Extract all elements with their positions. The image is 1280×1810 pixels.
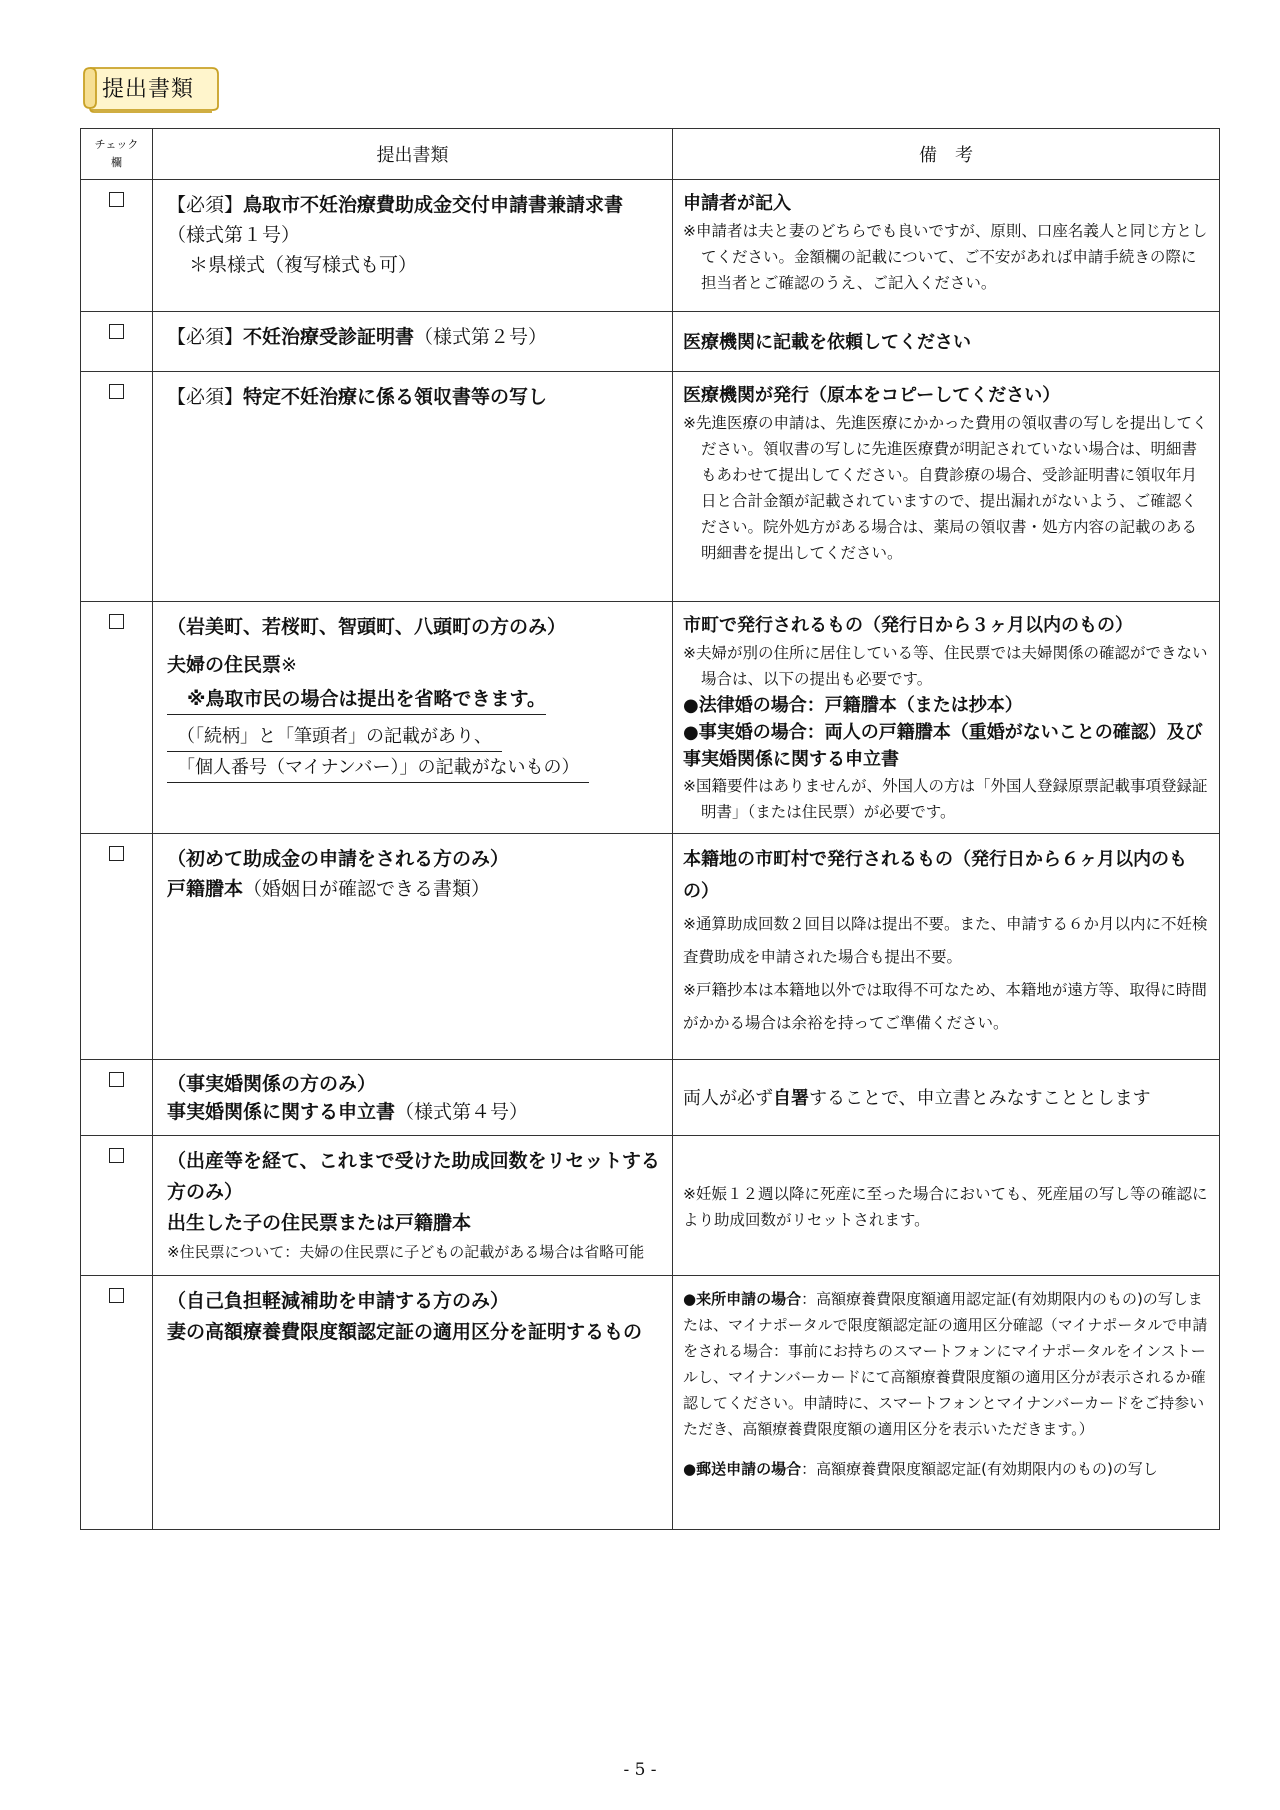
omit-note: ※鳥取市民の場合は提出を省略できます。 <box>167 684 546 715</box>
note-body: ※先進医療の申請は、先進医療にかかった費用の領収書の写しを提出してください。領収書の写しに先進医療費が明記されていない場合は、明細書もあわせて提出してください。自費診療の場合、受診証明書に領収年月日と合計金額が記載されていますので、提出漏れがないよう、ご確認ください。院外処方がある場合は、薬局の領収書・処方内容の記載のある明細書を提出してください。 <box>683 414 1208 562</box>
checkbox[interactable] <box>109 846 124 861</box>
doc-title: 妻の高額療養費限度額認定証の適用区分を証明するもの <box>167 1321 643 1343</box>
note-body-1: ※通算助成回数２回目以降は提出不要。また、申請する６か月以内に不妊検査費助成を申請された場合も提出不要。 <box>683 915 1208 966</box>
documents-table <box>80 128 1220 1530</box>
doc-sub: （婚姻日が確認できる書類） <box>243 878 491 900</box>
checkbox[interactable] <box>109 1148 124 1163</box>
note-defacto: ●事実婚の場合：両人の戸籍謄本（重婚がないことの確認）及び事実婚関係に関する申立書 <box>683 722 1203 770</box>
doc-condition-2: 「個人番号（マイナンバー）」の記載がないもの） <box>167 754 589 783</box>
note-visit: ●来所申請の場合：高額療養費限度額適用認定証(有効期限内のもの)の写しまたは、マイナポータルで限度額認定証の適用区分確認（マイナポータルで申請をされる場合：事前にお持ちのスマートフォンにマイナポータルをインストールし、マイナンバーカードにて高額療養費限度額の適用区分が表示されるか確認してください。申請時に、スマートフォンとマイナンバーカードをご持参いただき、高額療養費限度額の適用区分を表示いただきます。） <box>683 1290 1208 1438</box>
note-body: ※夫婦が別の住所に居住している等、住民票では夫婦関係の確認ができない場合は、以下の提出も必要です。 <box>683 644 1208 688</box>
checkbox[interactable] <box>109 1072 124 1087</box>
table-row <box>81 312 1220 372</box>
table-row <box>81 1276 1220 1530</box>
checkbox[interactable] <box>109 614 124 629</box>
doc-sub: （様式第２号） <box>414 326 548 348</box>
doc-condition: （出産等を経て、これまで受けた助成回数をリセットする方のみ） <box>167 1150 660 1203</box>
doc-condition-1: （「続柄」と「筆頭者」の記載があり、 <box>167 723 502 752</box>
required-tag: 【必須】 <box>167 326 244 348</box>
doc-title-mark: ※ <box>281 654 297 676</box>
header-document: 提出書類 <box>153 129 673 180</box>
required-tag: 【必須】 <box>167 386 244 408</box>
note-post: することで、申立書とみなすこととします <box>809 1088 1151 1109</box>
doc-condition: （岩美町、若桜町、智頭町、八頭町の方のみ） <box>167 616 567 638</box>
header-check: チェック 欄 <box>81 129 153 180</box>
note-head: 医療機関が発行（原本をコピーしてください） <box>683 385 1061 406</box>
table-row <box>81 180 1220 312</box>
page-number: - 5 - <box>623 1760 657 1780</box>
doc-condition: （自己負担軽減補助を申請する方のみ） <box>167 1290 510 1312</box>
checkbox[interactable] <box>109 384 124 399</box>
section-heading <box>80 62 220 114</box>
note-head: 本籍地の市町村で発行されるもの（発行日から６ヶ月以内のもの） <box>683 849 1187 902</box>
note-body-2: ※戸籍抄本は本籍地以外では取得不可なため、本籍地が遠方等、取得に時間がかかる場合は余裕を持ってご準備ください。 <box>683 981 1207 1032</box>
doc-condition: （事実婚関係の方のみ） <box>167 1073 377 1095</box>
doc-title: 事実婚関係に関する申立書 <box>167 1101 396 1123</box>
checkbox[interactable] <box>109 1288 124 1303</box>
doc-title: 夫婦の住民票 <box>167 654 282 676</box>
doc-title: 不妊治療受診証明書 <box>243 326 415 348</box>
doc-title: 戸籍謄本 <box>167 878 244 900</box>
required-tag: 【必須】 <box>167 194 244 216</box>
doc-sub2: ＊県様式（複写様式も可） <box>189 254 418 276</box>
note-mail: ●郵送申請の場合：高額療養費限度額認定証(有効期限内のもの)の写し <box>683 1460 1158 1478</box>
doc-condition: （初めて助成金の申請をされる方のみ） <box>167 848 510 870</box>
note-pre: 両人が必ず <box>683 1088 773 1109</box>
header-remarks: 備 考 <box>673 129 1220 180</box>
table-row <box>81 372 1220 602</box>
doc-title: 特定不妊治療に係る領収書等の写し <box>243 386 548 408</box>
table-row <box>81 834 1220 1060</box>
table-row <box>81 1060 1220 1136</box>
section-title: 提出書類 <box>102 77 195 102</box>
table-header-row <box>81 129 1220 180</box>
note-body: ※妊娠１２週以降に死産に至った場合においても、死産届の写し等の確認により助成回数がリセットされます。 <box>683 1184 1208 1229</box>
note-head: 市町で発行されるもの（発行日から３ヶ月以内のもの） <box>683 615 1133 636</box>
note-legal: ●法律婚の場合：戸籍謄本（または抄本） <box>683 695 1023 716</box>
note-head: 医療機関に記載を依頼してください <box>683 331 971 353</box>
note-head: 申請者が記入 <box>683 193 791 214</box>
note-foreign: ※国籍要件はありませんが、外国人の方は「外国人登録原票記載事項登録証明書」（または住民票）が必要です。 <box>683 777 1208 821</box>
note-body: ※申請者は夫と妻のどちらでも良いですが、原則、口座名義人と同じ方としてください。金額欄の記載について、ご不安があれば申請手続きの際に担当者とご確認のうえ、ご記入ください。 <box>683 222 1208 292</box>
checkbox[interactable] <box>109 324 124 339</box>
doc-title: 鳥取市不妊治療費助成金交付申請書兼請求書 <box>243 194 624 216</box>
table-row <box>81 602 1220 834</box>
table-row <box>81 1136 1220 1276</box>
doc-small-note: ※住民票について：夫婦の住民票に子どもの記載がある場合は省略可能 <box>167 1243 645 1261</box>
doc-sub: （様式第４号） <box>395 1101 529 1123</box>
note-bold: 自署 <box>773 1088 809 1109</box>
checkbox[interactable] <box>109 192 124 207</box>
doc-title: 出生した子の住民票または戸籍謄本 <box>167 1212 472 1234</box>
doc-sub: （様式第１号） <box>167 224 301 246</box>
